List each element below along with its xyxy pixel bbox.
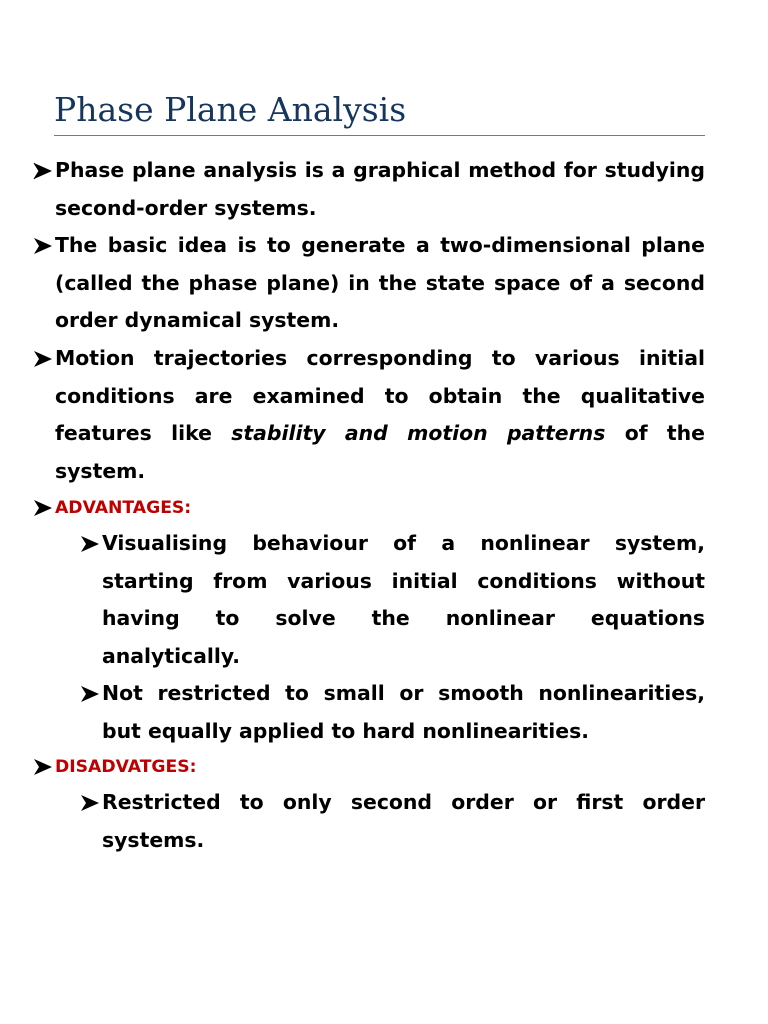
bullet-text-1: Phase plane analysis is a graphical method for studying second-order systems. <box>55 158 705 220</box>
arrowhead-bullet-icon <box>80 535 100 555</box>
bullet-text-3 <box>55 340 705 490</box>
arrowhead-bullet-icon <box>33 162 53 182</box>
bullet-text-2: The basic idea is to generate a two-dimensional plane (called the phase plane) in the state space of a second order dynamical system. <box>55 233 705 333</box>
advantages-heading: ADVANTAGES: <box>55 498 192 518</box>
arrowhead-bullet-icon <box>33 499 53 519</box>
bullet-text-3-emphasis: stability and motion patterns <box>231 421 606 446</box>
arrowhead-bullet-icon <box>33 237 53 257</box>
advantage-text-2: Not restricted to small or smooth nonlinearities, but equally applied to hard nonlinearities. <box>102 681 705 743</box>
disadvantages-heading: DISADVATGES: <box>55 757 197 777</box>
advantage-item-2 <box>80 675 705 750</box>
arrowhead-bullet-icon <box>33 350 53 370</box>
page-title: Phase Plane Analysis <box>54 90 407 129</box>
advantage-item-1 <box>80 525 705 675</box>
bullet-item-1 <box>33 152 705 227</box>
disadvantage-item-1 <box>80 784 705 859</box>
bullet-item-2 <box>33 227 705 340</box>
advantages-section-header <box>33 496 191 520</box>
bullet-text-3-start: Motion trajectories corresponding to various initial conditions are examined to obtain the qualitative features like <box>55 346 705 446</box>
arrowhead-bullet-icon <box>33 758 53 778</box>
disadvantage-text-1: Restricted to only second order or first order systems. <box>102 790 705 852</box>
advantage-text-1: Visualising behaviour of a nonlinear system, starting from various initial conditions without having to solve the nonlinear equations analytically. <box>102 531 705 668</box>
title-underline <box>54 135 705 136</box>
arrowhead-bullet-icon <box>80 794 100 814</box>
arrowhead-bullet-icon <box>80 685 100 705</box>
bullet-text-3-end: of the system. <box>55 421 706 483</box>
bullet-item-3 <box>33 340 705 490</box>
disadvantages-section-header <box>33 755 197 779</box>
